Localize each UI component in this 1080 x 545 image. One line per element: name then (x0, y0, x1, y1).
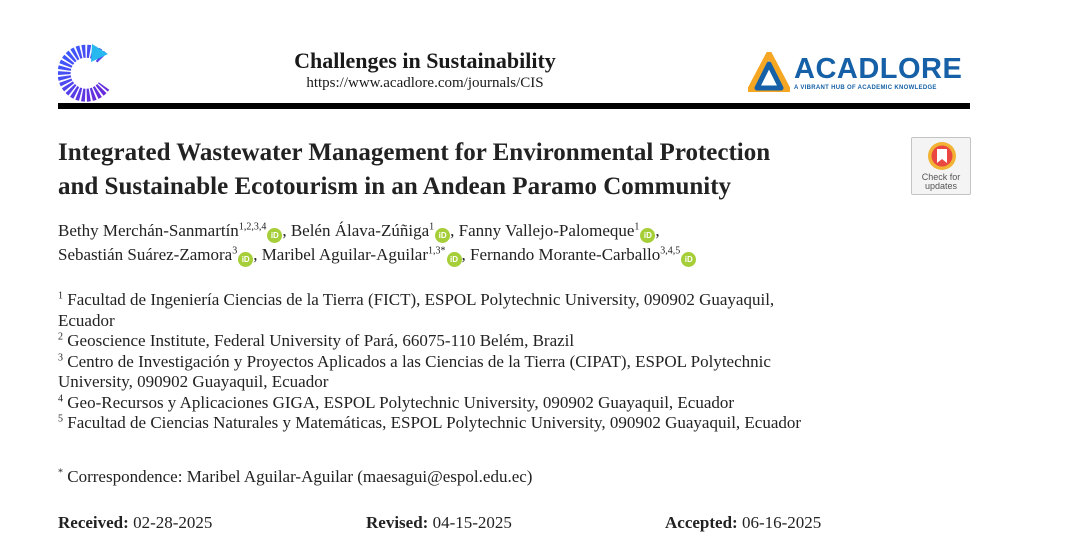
author-separator: , (253, 245, 262, 264)
article-title (58, 136, 898, 204)
publisher-name: ACADLORE (794, 53, 963, 85)
affiliation-2: $^2$ Geoscience Institute, Federal University of Pará, 66075-110 Belém, Brazil (58, 331, 575, 350)
journal-header (240, 48, 610, 92)
author-separator: , (461, 245, 470, 264)
journal-c-logo-icon (58, 40, 114, 102)
author-separator: , (282, 221, 291, 240)
author-affiliation-numbers: 3 (232, 245, 238, 257)
journal-title: Challenges in Sustainability (294, 48, 556, 73)
affiliation-number: 5 (58, 413, 63, 425)
author-name: Bethy Merchán-Sanmartín (58, 221, 239, 240)
author-affiliation-numbers: 1 (429, 221, 435, 233)
affiliation-5: $^5$ Facultad de Ciencias Naturales y Matemáticas, ESPOL Polytechnic University, 090902 Guayaquil, Ecuador (58, 413, 802, 432)
author-name: Fernando Morante-Carballo (470, 245, 661, 264)
author-name: Maribel Aguilar-Aguilar (261, 245, 428, 264)
author-name: Sebastián Suárez-Zamora (58, 245, 233, 264)
author-affiliation-numbers: 3,4,5 (660, 245, 681, 257)
journal-url[interactable]: https://www.acadlore.com/journals/CIS (306, 75, 544, 91)
affiliation-number: 1 (58, 290, 63, 302)
revised-value: 04-15-2025 (432, 513, 512, 532)
orcid-icon[interactable]: iD (681, 252, 696, 267)
affiliation-list (58, 290, 958, 434)
revised-date (366, 512, 512, 534)
accepted-date (665, 512, 821, 534)
acadlore-triangle-icon (748, 52, 790, 92)
accepted-label: Accepted: (665, 513, 738, 532)
article-title-line-2: and Sustainable Ecotourism in an Andean Paramo Community (58, 173, 732, 200)
orcid-icon[interactable]: iD (435, 228, 450, 243)
orcid-icon[interactable]: iD (447, 252, 462, 267)
received-value: 02-28-2025 (133, 513, 213, 532)
author-line-1 (58, 219, 958, 243)
author-line-2 (58, 243, 958, 267)
author-separator: , (655, 221, 660, 240)
affiliation-number: 2 (58, 331, 63, 343)
author-name: Fanny Vallejo-Palomeque (458, 221, 635, 240)
author-separator: , (450, 221, 459, 240)
check-for-updates-button[interactable] (911, 137, 971, 195)
orcid-icon[interactable]: iD (267, 228, 282, 243)
author-affiliation-numbers: 1,2,3,4 (238, 221, 267, 233)
author-affiliation-numbers: 1 (634, 221, 640, 233)
revised-label: Revised: (366, 513, 429, 532)
received-label: Received: (58, 513, 129, 532)
author-name: Belén Álava-Zúñiga (290, 221, 430, 240)
check-updates-label: Check for updates (921, 172, 961, 191)
correspondence-email[interactable]: (maesagui@espol.edu.ec) (357, 467, 533, 486)
author-list (58, 219, 958, 267)
check-updates-icon (927, 141, 957, 171)
article-title-line-1: Integrated Wastewater Management for Environmental Protection (58, 139, 771, 166)
correspondence (58, 466, 532, 488)
correspondence-mark: * (58, 467, 63, 479)
header-divider (58, 103, 970, 109)
accepted-value: 06-16-2025 (741, 513, 822, 532)
affiliation-1: $^1$ Facultad de Ingeniería Ciencias de la Tierra (FICT), ESPOL Polytechnic University, 090902 Guayaquil, Ecuador (58, 290, 775, 330)
correspondence-label: Correspondence: (67, 467, 183, 486)
received-date (58, 512, 212, 534)
author-affiliation-numbers: 1,3* (428, 245, 446, 257)
correspondence-name: Maribel Aguilar-Aguilar (186, 467, 353, 486)
affiliation-4: $^4$ Geo-Recursos y Aplicaciones GIGA, ESPOL Polytechnic University, 090902 Guayaquil, Ecuador (58, 392, 735, 412)
affiliation-3: $^3$ Centro de Investigación y Proyectos Aplicados a las Ciencias de la Tierra (CIPAT), ESPOL Polytechnic University, 090902 Guayaquil, Ecuador (58, 351, 771, 391)
publisher-tagline: A VIBRANT HUB OF ACADEMIC KNOWLEDGE (794, 85, 937, 91)
publisher-logo (748, 52, 963, 94)
affiliation-number: 3 (58, 351, 63, 363)
orcid-icon[interactable]: iD (238, 252, 253, 267)
orcid-icon[interactable]: iD (640, 228, 655, 243)
affiliation-number: 4 (58, 392, 63, 404)
